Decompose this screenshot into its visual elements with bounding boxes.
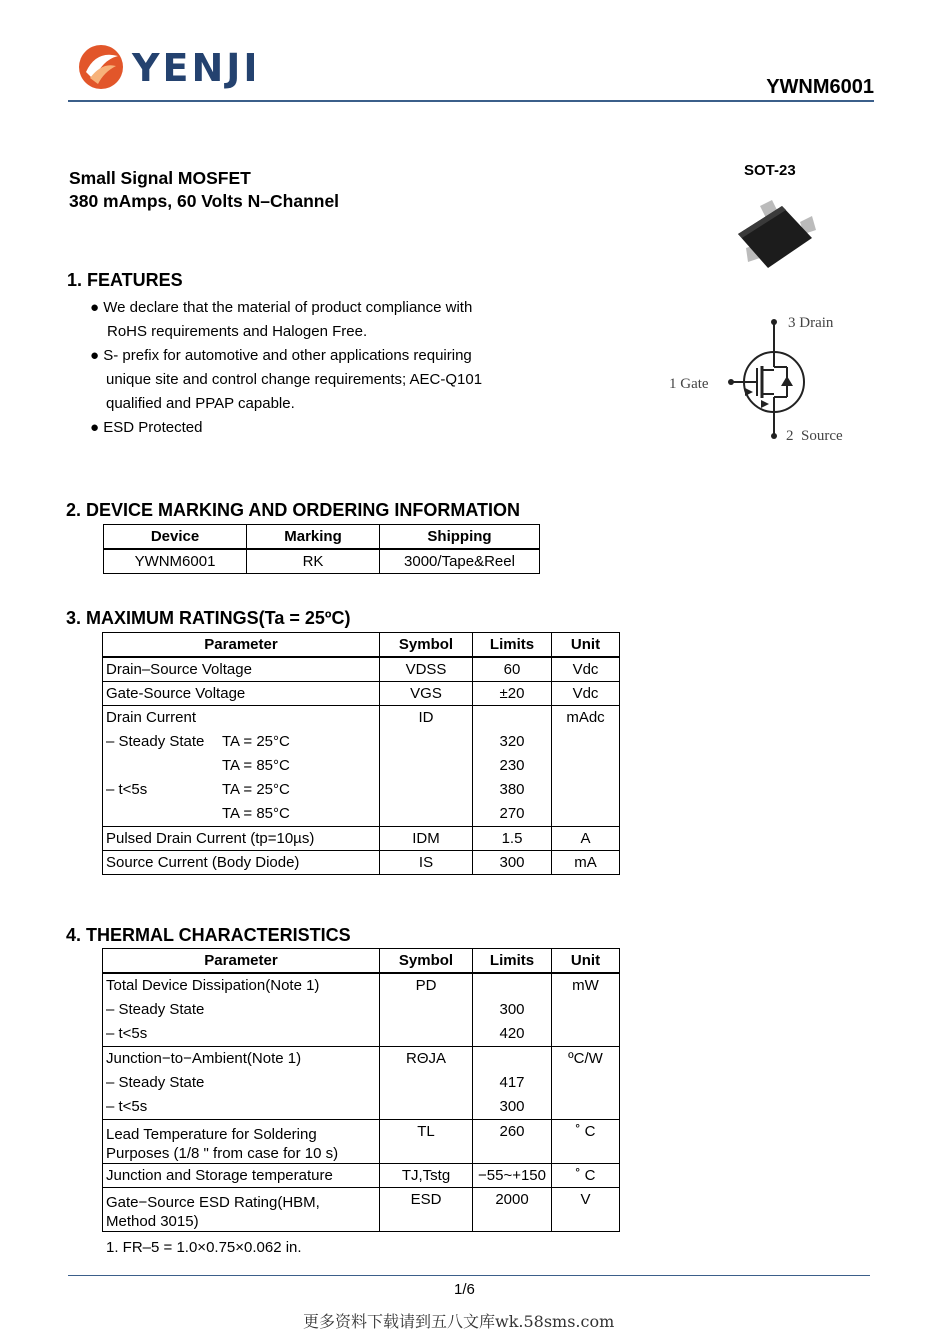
title-line-2: 380 mAmps, 60 Volts N–Channel bbox=[69, 191, 340, 211]
table-row: Source Current (Body Diode) IS 300 mA bbox=[103, 851, 620, 875]
feature-item: ● We declare that the material of product compliance with RoHS requirements and Halogen Free. bbox=[90, 299, 473, 340]
table-row: Junction and Storage temperature TJ,Tstg −55~+150 ˚ C bbox=[103, 1164, 620, 1188]
part-number: YWNM6001 bbox=[766, 76, 874, 98]
max-ratings-heading: 3. MAXIMUM RATINGS(Ta = 25ºC) bbox=[66, 608, 351, 628]
footer-rule bbox=[68, 1275, 870, 1276]
logo-swirl-icon bbox=[76, 42, 126, 92]
features-list bbox=[90, 296, 482, 440]
pin-drain-label: 3 Drain bbox=[788, 315, 834, 331]
marking-heading: 2. DEVICE MARKING AND ORDERING INFORMATION bbox=[66, 500, 521, 520]
page-number: 1/6 bbox=[454, 1281, 475, 1298]
header-rule bbox=[68, 100, 874, 102]
table-row: Junction−to−Ambient(Note 1) – Steady State – t<5s RΘJA 417 300 ºC/W bbox=[103, 1047, 620, 1120]
table-row: Drain Current – Steady State TA = 25°C TA = 85°C – t<5s TA = 25°C TA = 85°C ID 320 230 380 270 mAdc bbox=[103, 706, 620, 827]
feature-item: ● ESD Protected bbox=[90, 419, 203, 436]
table-row: Drain–Source Voltage VDSS 60 Vdc bbox=[103, 657, 620, 682]
table-row: Gate-Source Voltage VGS ±20 Vdc bbox=[103, 682, 620, 706]
pin-gate-label: 1 Gate bbox=[669, 376, 709, 392]
brand-name: YENJI bbox=[132, 46, 261, 90]
brand-logo bbox=[76, 40, 276, 96]
ordering-table bbox=[103, 524, 540, 574]
col-device: Device bbox=[104, 525, 247, 550]
product-title bbox=[69, 167, 339, 213]
feature-item: ● S- prefix for automotive and other applications requiring unique site and control change requirements; AEC-Q101 qualified and PPAP capable. bbox=[90, 347, 483, 412]
table-row: Gate−Source ESD Rating(HBM, Method 3015) ESD 2000 V bbox=[103, 1188, 620, 1232]
table-row: Total Device Dissipation(Note 1) – Steady State – t<5s PD 300 420 mW bbox=[103, 973, 620, 1047]
col-marking: Marking bbox=[247, 525, 380, 550]
table-row: Lead Temperature for Soldering Purposes (1/8 " from case for 10 s) TL 260 ˚ C bbox=[103, 1120, 620, 1164]
title-line-1: Small Signal MOSFET bbox=[69, 168, 251, 188]
table-row: Pulsed Drain Current (tp=10µs) IDM 1.5 A bbox=[103, 827, 620, 851]
sot23-package-image bbox=[730, 192, 820, 282]
watermark-text: 更多资料下载请到五八文库wk.58sms.com bbox=[303, 1312, 615, 1331]
thermal-note: 1. FR–5 = 1.0×0.75×0.062 in. bbox=[106, 1239, 302, 1256]
package-label: SOT-23 bbox=[744, 162, 796, 179]
features-heading: 1. FEATURES bbox=[67, 270, 183, 290]
max-ratings-table: Parameter Symbol Limits Unit Drain–Source Voltage VDSS 60 Vdc Gate-Source Voltage VGS ±20 Vdc Drain Current – Steady State TA = 25°C TA = 85°C – t<5s TA = 25°C TA = 85°C ID 320 230 380 270 mAdc Pulsed Drain Current (tp=10µs) IDM 1.5 A Source Current (Body Diode) IS 300 mA bbox=[102, 632, 620, 875]
pin-source-label: 2 Source bbox=[786, 428, 843, 444]
thermal-heading: 4. THERMAL CHARACTERISTICS bbox=[66, 925, 351, 945]
thermal-table: Parameter Symbol Limits Unit Total Device Dissipation(Note 1) – Steady State – t<5s PD 300 420 mW Junction−to−Ambient(Note 1) – Steady State – t<5s RΘJA 417 300 ºC/W Lead Temperature for Soldering Purposes (1/8 " from case for 10 s) TL 260 ˚ C Junction and Storage temperature TJ,Tstg −55~+150 ˚ C Gate−Source ESD Rating(HBM, Method 3015) ESD 2000 V bbox=[102, 948, 620, 1232]
col-shipping: Shipping bbox=[380, 525, 540, 550]
table-row: YWNM6001 RK 3000/Tape&Reel bbox=[104, 549, 540, 574]
